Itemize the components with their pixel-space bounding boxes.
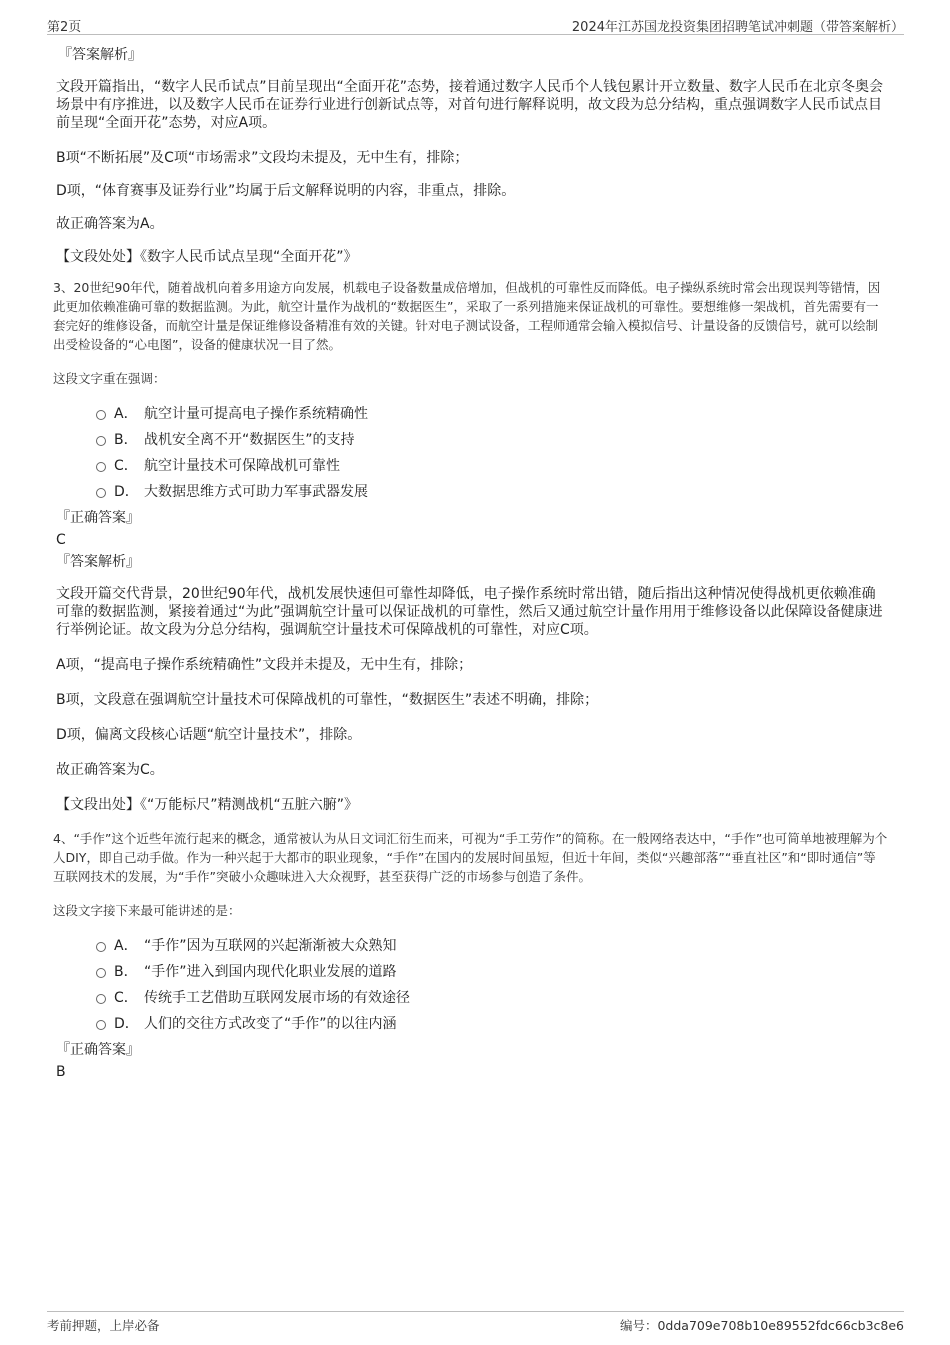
q3-conclusion: 故正确答案为C。	[56, 762, 164, 778]
radio-button-icon[interactable]	[96, 942, 106, 952]
page-header	[47, 14, 904, 35]
q3-option-c[interactable]: C． 航空计量技术可保障战机可靠性	[56, 453, 888, 479]
q4-option-b[interactable]: B． “手作”进入到国内现代化职业发展的道路	[56, 959, 888, 985]
document-title: 2024年江苏国龙投资集团招聘笔试冲刺题（带答案解析）	[571, 20, 904, 35]
q2-source: 【文段处处】《数字人民币试点呈现“全面开花”》	[56, 249, 358, 265]
q2-analysis-paragraph-2: B项“不断拓展”及C项“市场需求”文段均未提及，无中生有，排除；	[56, 150, 469, 166]
q3-prompt: 这段文字重在强调：	[53, 371, 166, 386]
q4-question-text: 4、“手作”这个近些年流行起来的概念，通常被认为从日文词汇衍生而来，可视为“手工劳作”的简称。在一般网络表达中，“手作”也可简单地被理解为个人DIY，即自己动手做。作为一种兴起于大都市的职业现象，“手作”在国内的发展时间虽短，但近十年间，类似“兴趣部落”“垂直社区”和“即时通信”等互联网技术的发展，为“手作”突破小众趣味进入大众视野，甚至获得广泛的市场参与创造了条件。	[53, 831, 888, 884]
radio-button-icon[interactable]	[96, 1020, 106, 1030]
footer-slogan: 考前押题，上岸必备	[47, 1318, 160, 1333]
page-number: 第2页	[47, 20, 82, 35]
q4-options	[56, 933, 888, 1037]
q3-analysis-label: 『答案解析』	[56, 554, 140, 570]
radio-button-icon[interactable]	[96, 968, 106, 978]
q2-conclusion: 故正确答案为A。	[56, 216, 164, 232]
q3-question-text: 3、20世纪90年代，随着战机向着多用途方向发展，机载电子设备数量成倍增加，但战机的可靠性反而降低。电子操纵系统时常会出现误判等错情，因此更加依赖准确可靠的数据监测。为此，航空计量作为战机的“数据医生”，采取了一系列措施来保证战机的可靠性。要想维修一架战机，首先需要有一套完好的维修设备，而航空计量是保证维修设备精准有效的关键。针对电子测试设备，工程师通常会输入模拟信号、计量设备的反馈信号，就可以绘制出受检设备的“心电图”，设备的健康状况一目了然。	[53, 280, 881, 352]
q4-answer: B	[56, 1064, 66, 1080]
q3-answer: C	[56, 532, 66, 548]
q4-answer-label: 『正确答案』	[56, 1042, 140, 1058]
q2-analysis-paragraph-3: D项，“体育赛事及证券行业”均属于后文解释说明的内容，非重点，排除。	[56, 183, 516, 199]
page-footer	[47, 1311, 904, 1336]
q4-prompt: 这段文字接下来最可能讲述的是：	[53, 903, 241, 918]
q3-options	[56, 401, 888, 505]
document-code: 编号：0dda709e708b10e89552fdc66cb3c8e6	[619, 1318, 904, 1333]
q3-analysis-paragraph-4: D项，偏离文段核心话题“航空计量技术”，排除。	[56, 727, 362, 743]
page-content	[53, 44, 888, 1083]
q2-analysis-label: 『答案解析』	[58, 47, 142, 63]
radio-button-icon[interactable]	[96, 462, 106, 472]
radio-button-icon[interactable]	[96, 410, 106, 420]
q3-analysis-paragraph-3: B项，文段意在强调航空计量技术可保障战机的可靠性，“数据医生”表述不明确，排除；	[56, 692, 599, 708]
q3-option-b[interactable]: B． 战机安全离不开“数据医生”的支持	[56, 427, 888, 453]
q2-analysis-paragraph-1: 文段开篇指出，“数字人民币试点”目前呈现出“全面开花”态势，接着通过数字人民币个人钱包累计开立数量、数字人民币在北京冬奥会场景中有序推进，以及数字人民币在证券行业进行创新试点等，对首句进行解释说明，故文段为总分结构，重点强调数字人民币试点目前呈现“全面开花”态势，对应A项。	[56, 79, 884, 131]
q3-source: 【文段出处】《“万能标尺”精测战机“五脏六腑”》	[56, 797, 359, 813]
q4-option-c[interactable]: C． 传统手工艺借助互联网发展市场的有效途径	[56, 985, 888, 1011]
q3-analysis-paragraph-2: A项，“提高电子操作系统精确性”文段并未提及，无中生有，排除；	[56, 657, 473, 673]
q3-analysis-paragraph-1: 文段开篇交代背景，20世纪90年代，战机发展快速但可靠性却降低，电子操作系统时常出错，随后指出这种情况使得战机更依赖准确可靠的数据监测，紧接着通过“为此”强调航空计量可以保证战机的可靠性，然后又通过航空计量作用用于维修设备以此保障设备健康进行举例论证。故文段为分总分结构，强调航空计量技术可保障战机的可靠性，对应C项。	[56, 586, 883, 638]
q3-option-d[interactable]: D． 大数据思维方式可助力军事武器发展	[56, 479, 888, 505]
q3-option-a[interactable]: A． 航空计量可提高电子操作系统精确性	[56, 401, 888, 427]
q4-option-a[interactable]: A． “手作”因为互联网的兴起渐渐被大众熟知	[56, 933, 888, 959]
q4-option-d[interactable]: D． 人们的交往方式改变了“手作”的以往内涵	[56, 1011, 888, 1037]
radio-button-icon[interactable]	[96, 994, 106, 1004]
radio-button-icon[interactable]	[96, 488, 106, 498]
radio-button-icon[interactable]	[96, 436, 106, 446]
q3-answer-label: 『正确答案』	[56, 510, 140, 526]
